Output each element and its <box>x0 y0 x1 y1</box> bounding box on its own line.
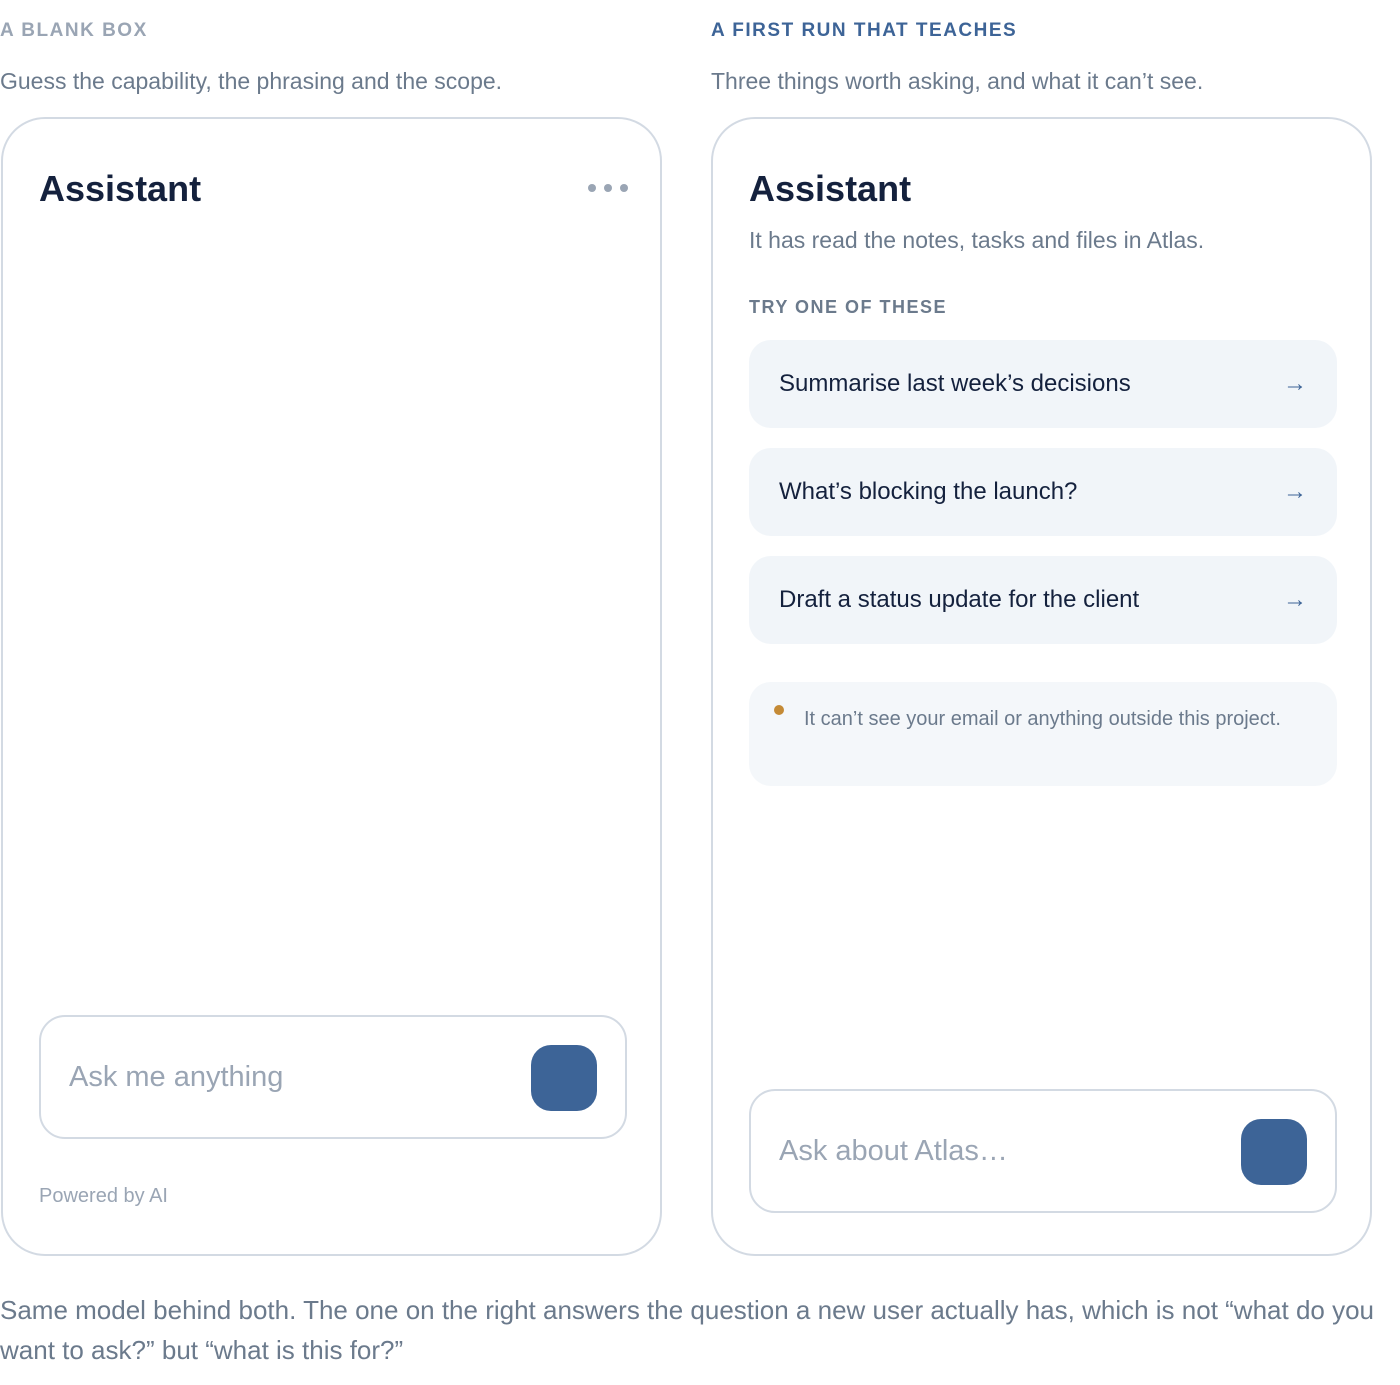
suggestion-blocking[interactable] <box>749 448 1337 536</box>
right-description: Three things worth asking, and what it can’t see. <box>711 68 1204 94</box>
arrow-right-icon: → <box>1283 478 1307 505</box>
try-label: TRY ONE OF THESE <box>749 297 948 317</box>
ask-input[interactable] <box>69 1049 509 1105</box>
ask-input[interactable] <box>779 1123 1219 1179</box>
send-button[interactable] <box>531 1045 597 1111</box>
more-dot <box>620 184 628 192</box>
arrow-right-icon: → <box>1283 586 1307 613</box>
comparison-caption: Same model behind both. The one on the right answers the question a new user actually has, which is not “what do you want to ask?” but “what is this for?” <box>0 1295 1375 1365</box>
assistant-subtitle: It has read the notes, tasks and files in Atlas. <box>749 227 1205 253</box>
assistant-title: Assistant <box>749 168 912 209</box>
left-description: Guess the capability, the phrasing and the scope. <box>0 68 503 94</box>
ask-input-container <box>749 1089 1337 1213</box>
more-options-icon[interactable] <box>586 177 630 199</box>
send-button[interactable] <box>1241 1119 1307 1185</box>
assistant-title: Assistant <box>39 168 202 209</box>
suggestion-label: What’s blocking the launch? <box>779 478 1078 505</box>
more-dot <box>588 184 596 192</box>
warning-dot-icon <box>774 705 784 715</box>
arrow-right-icon: → <box>1283 370 1307 397</box>
left-column-header <box>0 18 502 96</box>
blank-assistant-panel <box>1 117 662 1256</box>
more-dot <box>604 184 612 192</box>
powered-by-label: Powered by AI <box>39 1185 168 1207</box>
suggestion-summarise[interactable] <box>749 340 1337 428</box>
left-eyebrow: A BLANK BOX <box>0 20 148 41</box>
right-eyebrow: A FIRST RUN THAT TEACHES <box>711 20 1018 41</box>
suggestion-label: Summarise last week’s decisions <box>779 370 1131 397</box>
suggestion-status-update[interactable] <box>749 556 1337 644</box>
limitation-note <box>749 682 1337 786</box>
limitation-text: It can’t see your email or anything outside this project. <box>804 708 1281 730</box>
suggestion-label: Draft a status update for the client <box>779 586 1140 613</box>
ask-input-container <box>39 1015 627 1139</box>
right-column-header <box>711 18 1203 96</box>
guided-assistant-panel <box>711 117 1372 1256</box>
